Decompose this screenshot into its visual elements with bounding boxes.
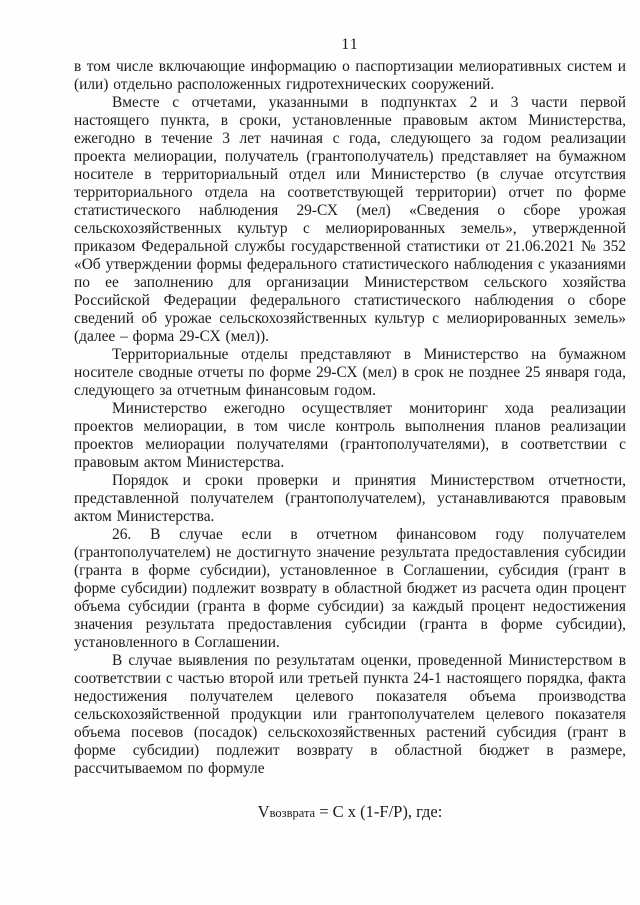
paragraph-reporting-procedure: Порядок и сроки проверки и принятия Министерством отчетности, представленной получателем (грантополучателем), устанавливаются правовым актом Министерства. xyxy=(74,472,626,525)
page-number: 11 xyxy=(341,36,359,53)
formula-expression: = C x (1-F/P), где: xyxy=(315,802,443,821)
document-body xyxy=(74,58,626,822)
paragraph-return-case: В случае выявления по результатам оценки, проведенной Министерством в соответствии с частью второй или третьей пункта 24-1 настоящего порядка, факта недостижения получателем целевого показателя объема производства сельскохозяйственной продукции или грантополучателем целевого показателя объема посевов (посадок) сельскохозяйственных растений субсидия (грант в форме субсидии) подлежит возврату в областной бюджет в размере, рассчитываемом по формуле xyxy=(74,652,626,777)
paragraph-territorial-departments: Территориальные отделы представляют в Министерство на бумажном носителе сводные отчеты по форме 29-СХ (мел) в срок не позднее 25 января года, следующего за отчетным финансовым годом. xyxy=(74,346,626,399)
paragraph-continuation: в том числе включающие информацию о паспортизации мелиоративных систем и (или) отдельно расположенных гидротехнических сооружений. xyxy=(74,58,626,93)
formula-variable: V xyxy=(257,802,270,821)
paragraph-reports-submission: Вместе с отчетами, указанными в подпунктах 2 и 3 части первой настоящего пункта, в сроки, установленные правовым актом Министерства, ежегодно в течение 3 лет начиная с года, следующего за годом реализации проекта мелиорации, получатель (грантополучатель) представляет на бумажном носителе в территориальный отдел или Министерство (в случае отсутствия территориального отдела на соответствующей территории) отчет по форме статистического наблюдения 29-СХ (мел) «Сведения о сборе урожая сельскохозяйственных культур с мелиорированных земель», утвержденной приказом Федеральной службы государственной статистики от 21.06.2021 № 352 «Об утверждении формы федерального статистического наблюдения с указаниями по ее заполнению для организации Министерством сельского хозяйства Российской Федерации федерального статистического наблюдения о сборе сведений об урожае сельскохозяйственных культур с мелиорированных земель» (далее – форма 29-СХ (мел)). xyxy=(74,94,626,345)
formula-subscript: возврата xyxy=(269,806,316,820)
paragraph-clause-26: 26. В случае если в отчетном финансовом году получателем (грантополучателем) не достигнуто значение результата предоставления субсидии (гранта в форме субсидии), установленное в Соглашении, субсидия (грант в форме субсидии) подлежит возврату в областной бюджет из расчета один процент объема субсидии (гранта в форме субсидии) за каждый процент недостижения значения результата предоставления субсидии (гранта в форме субсидии), установленного в Соглашении. xyxy=(74,526,626,651)
paragraph-ministry-monitoring: Министерство ежегодно осуществляет мониторинг хода реализации проектов мелиорации, в том числе контроль выполнения планов реализации проектов мелиорации получателями (грантополучателями), в соответствии с правовым актом Министерства. xyxy=(74,400,626,471)
return-formula xyxy=(74,802,626,822)
